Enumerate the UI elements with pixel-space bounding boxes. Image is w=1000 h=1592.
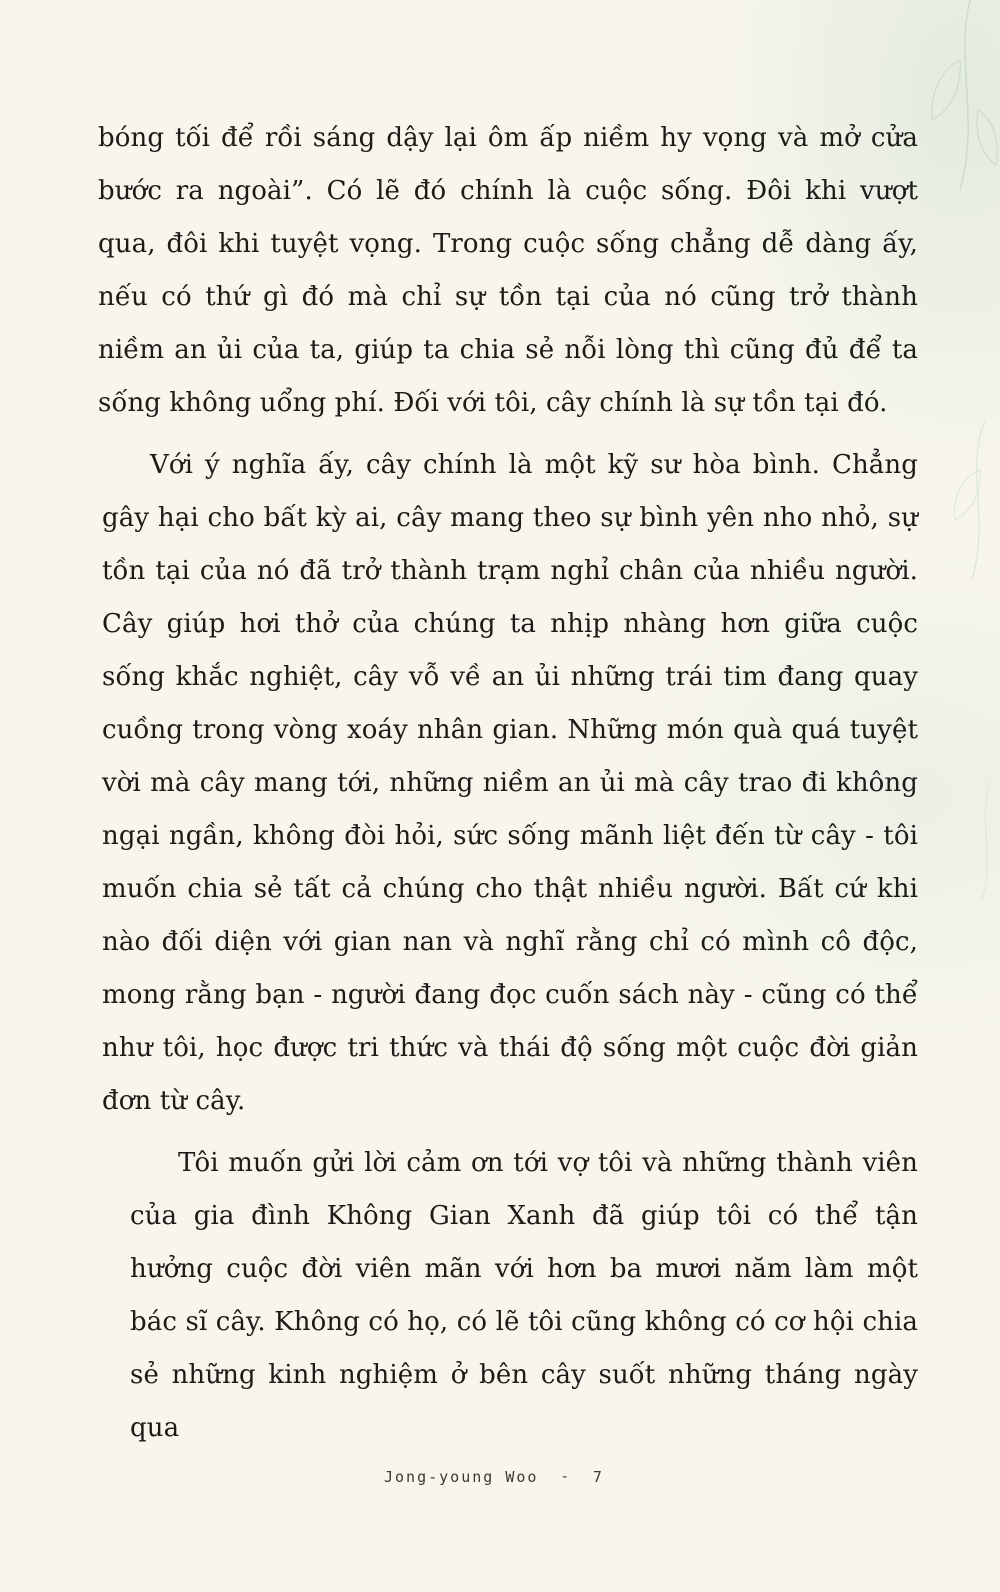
paragraph-3: Tôi muốn gửi lời cảm ơn tới vợ tôi và những thành viên của gia đình Không Gian Xanh đã giúp tôi có thể tận hưởng cuộc đời viên mãn với hơn ba mươi năm làm một bác sĩ cây. Không có họ, có lẽ tôi cũng không có cơ hội chia sẻ những kinh nghiệm ở bên cây suốt những tháng ngày qua: [130, 1148, 918, 1443]
body-text: [98, 112, 918, 1455]
paragraph-2: Với ý nghĩa ấy, cây chính là một kỹ sư hòa bình. Chẳng gây hại cho bất kỳ ai, cây mang theo sự bình yên nho nhỏ, sự tồn tại của nó đã trở thành trạm nghỉ chân của nhiều người. Cây giúp hơi thở của chúng ta nhịp nhàng hơn giữa cuộc sống khắc nghiệt, cây vỗ về an ủi những trái tim đang quay cuồng trong vòng xoáy nhân gian. Những món quà quá tuyệt vời mà cây mang tới, những niềm an ủi mà cây trao đi không ngại ngần, không đòi hỏi, sức sống mãnh liệt đến từ cây - tôi muốn chia sẻ tất cả chúng cho thật nhiều người. Bất cứ khi nào đối diện với gian nan và nghĩ rằng chỉ có mình cô độc, mong rằng bạn - người đang đọc cuốn sách này - cũng có thể như tôi, học được tri thức và thái độ sống một cuộc đời giản đơn từ cây.: [102, 450, 918, 1116]
page-number: 7: [592, 1468, 604, 1486]
footer-author: Jong-young Woo: [384, 1468, 539, 1486]
footer-separator: -: [560, 1469, 571, 1485]
paragraph-1: bóng tối để rồi sáng dậy lại ôm ấp niềm hy vọng và mở cửa bước ra ngoài”. Có lẽ đó chính là cuộc sống. Đôi khi vượt qua, đôi khi tuyệt vọng. Trong cuộc sống chẳng dễ dàng ấy, nếu có thứ gì đó mà chỉ sự tồn tại của nó cũng trở thành niềm an ủi của ta, giúp ta chia sẻ nỗi lòng thì cũng đủ để ta sống không uổng phí. Đối với tôi, cây chính là sự tồn tại đó.: [98, 123, 918, 418]
page-footer: [384, 1468, 604, 1486]
